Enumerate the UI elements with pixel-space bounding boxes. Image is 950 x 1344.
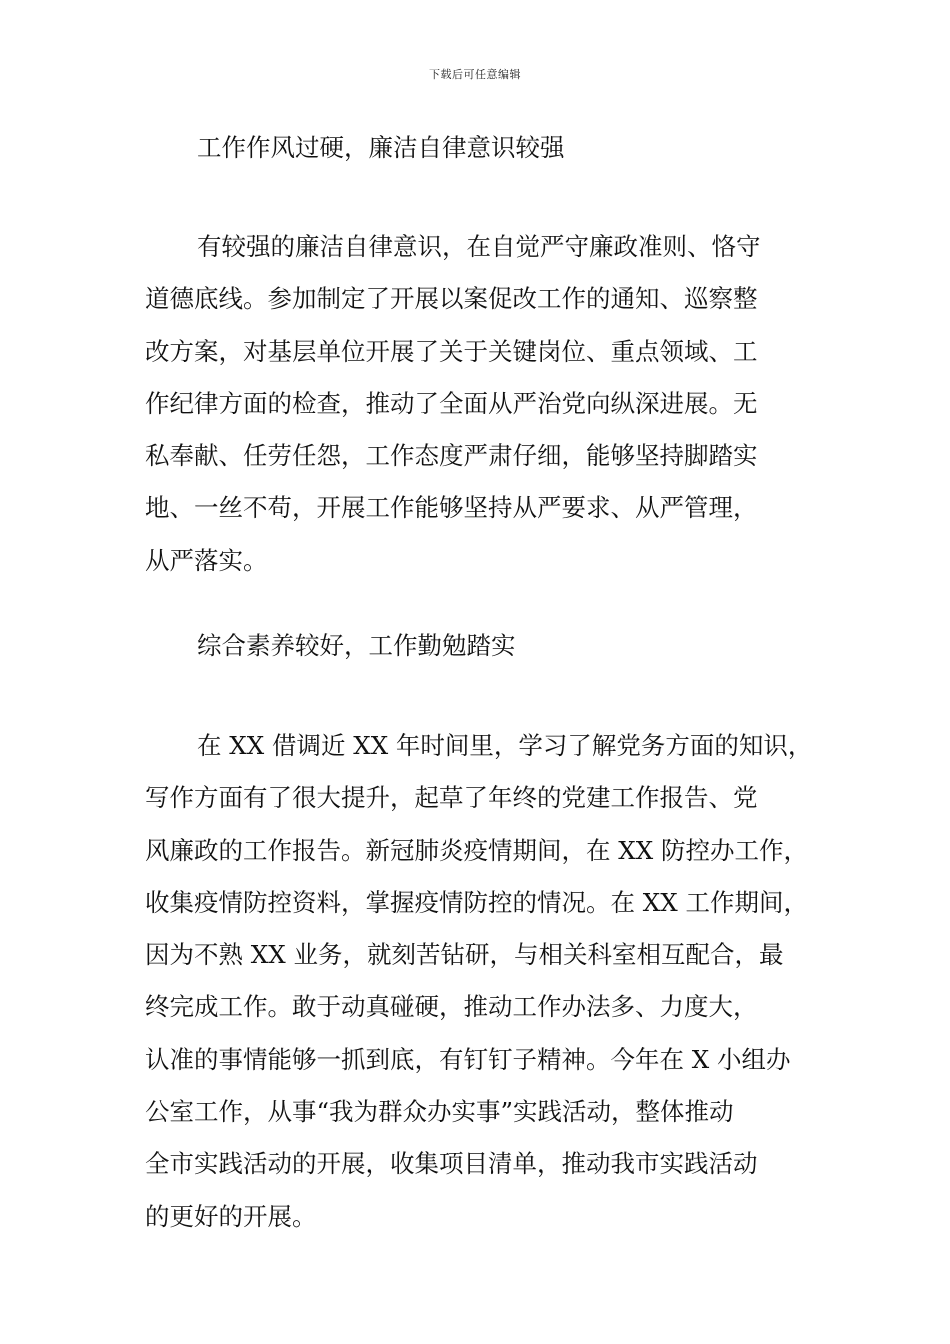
paragraph-line: 全市实践活动的开展，收集项目清单，推动我市实践活动 [145, 1149, 758, 1179]
paragraph-line: 在 XX 借调近 XX 年时间里，学习了解党务方面的知识， [197, 731, 813, 760]
paragraph-line: 私奉献、任劳任怨，工作态度严肃仔细，能够坚持脚踏实 [145, 441, 758, 471]
paragraph-line: 改方案，对基层单位开展了关于关键岗位、重点领域、工 [145, 336, 758, 366]
paragraph-line: 认准的事情能够一抓到底，有钉钉子精神。今年在 X 小组办 [145, 1044, 791, 1074]
paragraph-line: 终完成工作。敢于动真碰硬，推动工作办法多、力度大， [145, 992, 758, 1022]
paragraph-line: 作纪律方面的检查，推动了全面从严治党向纵深进展。无 [145, 388, 758, 418]
section-heading-2: 综合素养较好，工作勤勉踏实 [197, 631, 516, 660]
paragraph-line: 写作方面有了很大提升，起草了年终的党建工作报告、党 [145, 783, 758, 813]
paragraph-2 [145, 720, 813, 1243]
paragraph-line: 地、一丝不苟，开展工作能够坚持从严要求、从严管理， [145, 493, 758, 523]
paragraph-line: 公室工作，从事“我为群众办实事”实践活动，整体推动 [145, 1097, 734, 1127]
header-note: 下载后可任意编辑 [429, 68, 521, 81]
paragraph-line: 的更好的开展。 [145, 1201, 317, 1231]
paragraph-line: 收集疫情防控资料，掌握疫情防控的情况。在 XX 工作期间， [145, 887, 808, 917]
paragraph-line: 风廉政的工作报告。新冠肺炎疫情期间，在 XX 防控办工作， [145, 835, 808, 865]
paragraph-line: 从严落实。 [145, 545, 268, 575]
paragraph-line: 因为不熟 XX 业务，就刻苦钻研，与相关科室相互配合，最 [145, 940, 784, 970]
paragraph-1 [145, 221, 810, 587]
paragraph-line: 道德底线。参加制定了开展以案促改工作的通知、巡察整 [145, 284, 758, 314]
section-heading-1: 工作作风过硬，廉洁自律意识较强 [197, 133, 565, 162]
paragraph-line: 有较强的廉洁自律意识，在自觉严守廉政准则、恪守 [197, 232, 761, 261]
